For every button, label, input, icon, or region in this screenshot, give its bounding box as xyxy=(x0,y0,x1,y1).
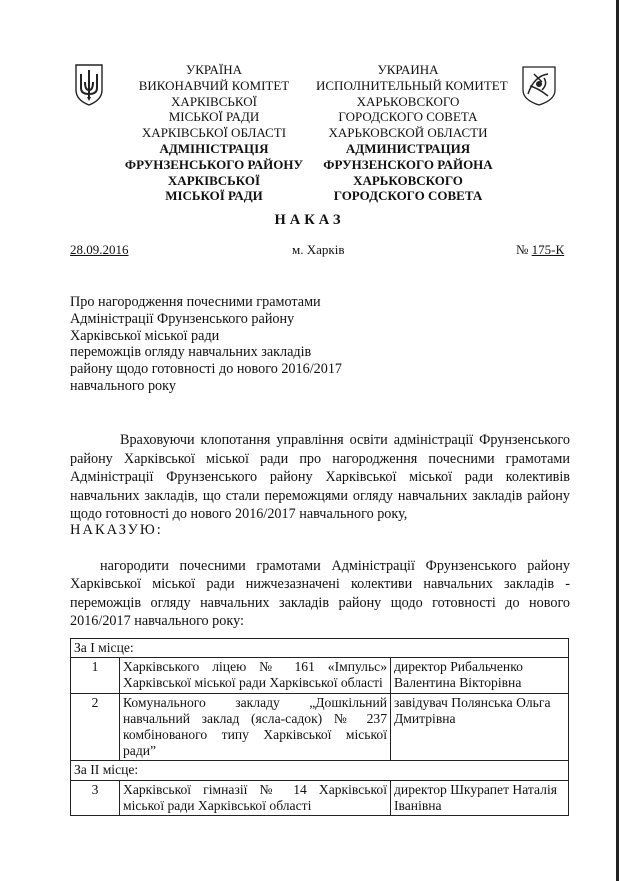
award-section-label: За ІІ місце: xyxy=(71,761,569,780)
award-institution: Харківського ліцею № 161 «Імпульс» Харківської міської ради Харківської області xyxy=(120,658,391,693)
award-number: 1 xyxy=(71,658,120,693)
header-left xyxy=(124,62,304,204)
subject-line: Про нагородження почесними грамотами xyxy=(70,294,321,310)
header-left-bold-line: ХАРКІВСЬКОЇ xyxy=(167,172,261,188)
subject-line: навчального року xyxy=(70,377,176,394)
decision-paragraph: нагородити почесними грамотами Адміністрації Фрунзенського району Харківської міської ради нижчезазначені колективи навчальних закладів - переможців огляду навчальних закладів району щодо готовності до нового 2016/2017 навчального року: xyxy=(70,558,570,630)
header-right-bold-line: АДМИНИСТРАЦИЯ xyxy=(345,140,471,156)
header-left-line: МІСЬКОЇ РАДИ xyxy=(168,109,260,125)
header-left-line: ХАРКІВСЬКОЇ ОБЛАСТІ xyxy=(141,125,287,141)
header-right xyxy=(316,62,508,204)
award-head: директор Шкурапет Наталія Іванівна xyxy=(391,780,569,815)
award-number: 2 xyxy=(71,693,120,761)
header-right-bold-line: ГОРОДСКОГО СОВЕТА xyxy=(333,188,483,204)
header-right-bold-line: ФРУНЗЕНСКОГО РАЙОНА xyxy=(323,156,493,172)
award-institution: Харківської гімназії № 14 Харківської міської ради Харківської області xyxy=(120,780,391,815)
number-prefix: № xyxy=(516,242,532,257)
subject-line: Адміністрації Фрунзенського району xyxy=(70,310,295,327)
table-row xyxy=(71,780,569,815)
header-right-line: ИСПОЛНИТЕЛЬНЫЙ КОМИТЕТ xyxy=(316,77,508,93)
header-right-line: ХАРЬКОВСКОГО xyxy=(356,93,460,109)
award-section-row xyxy=(71,639,569,658)
header-right-line: ГОРОДСКОГО СОВЕТА xyxy=(338,109,478,125)
header-left-line: ВИКОНАВЧИЙ КОМІТЕТ xyxy=(138,77,290,93)
document-date: 28.09.2016 xyxy=(70,242,129,257)
document-title: НАКАЗ xyxy=(274,212,345,228)
awards-table xyxy=(70,638,569,816)
header-right-line: УКРАИНА xyxy=(377,62,439,77)
header-left-bold-line: АДМІНІСТРАЦІЯ xyxy=(159,140,269,156)
award-head: директор Рибальченко Валентина Вікторівна xyxy=(391,658,569,693)
subject-line: Харківської міської ради xyxy=(70,327,220,344)
document-city: м. Харків xyxy=(292,242,345,257)
table-row xyxy=(71,658,569,693)
award-section-label: За І місце: xyxy=(71,639,569,658)
table-row xyxy=(71,693,569,761)
header-right-line: ХАРЬКОВСКОЙ ОБЛАСТИ xyxy=(328,125,488,141)
kharkiv-coat-of-arms-icon xyxy=(522,66,556,106)
header-left-line: ХАРКІВСЬКОЇ xyxy=(171,93,257,109)
header-left-bold-line: ФРУНЗЕНСЬКОГО РАЙОНУ xyxy=(124,156,304,172)
subject-line: переможців огляду навчальних закладів xyxy=(70,344,312,361)
trident-coat-of-arms-icon xyxy=(75,64,103,106)
preamble-paragraph: Враховуючи клопотання управління освіти адміністрації Фрунзенського району Харківської міської ради про нагородження почесними грамотами Адміністрації Фрунзенського району Харківської міської ради колективів навчальних закладів, що стали переможцями огляду навчальних закладів району щодо готовності до нового 2016/2017 навчального року, xyxy=(70,432,570,523)
order-subject xyxy=(70,294,342,395)
award-head: завідувач Полянська Ольга Дмитрівна xyxy=(391,693,569,761)
order-word: НАКАЗУЮ: xyxy=(70,522,163,538)
award-section-row xyxy=(71,761,569,780)
number-value: 175-К xyxy=(531,242,565,257)
award-institution: Комунального закладу „Дошкільний навчальний заклад (ясла-садок) № 237 комбінованого типу Харківської міської ради” xyxy=(120,693,391,761)
header-left-line: УКРАЇНА xyxy=(186,62,242,77)
award-number: 3 xyxy=(71,780,120,815)
header-right-bold-line: ХАРЬКОВСКОГО xyxy=(353,172,463,188)
header-left-bold-line: МІСЬКОЇ РАДИ xyxy=(165,188,263,204)
document-number xyxy=(516,242,564,258)
subject-line: району щодо готовності до нового 2016/2017 xyxy=(70,361,343,378)
